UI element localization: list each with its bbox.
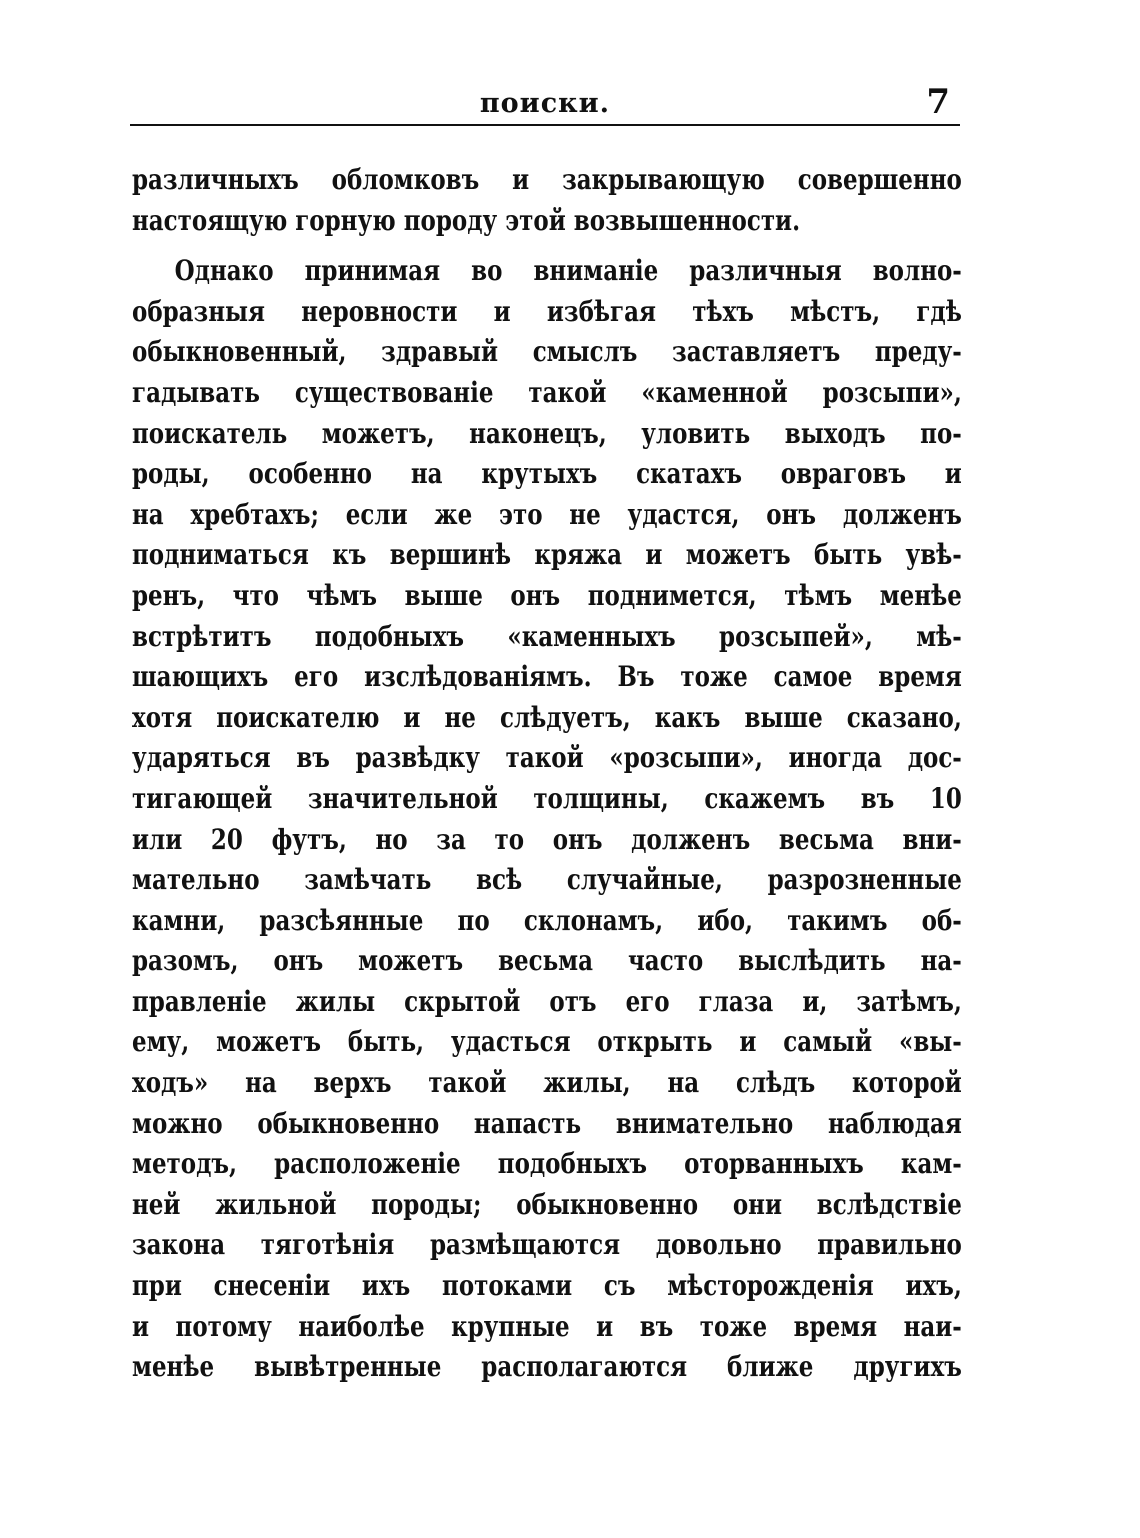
text-line: ходъ» на верхъ такой жилы, на слѣдъ которой — [132, 1066, 962, 1100]
text-line: менѣе вывѣтренные располагаются ближе другихъ — [132, 1350, 962, 1384]
text-line: и потому наиболѣе крупные и въ тоже время наи- — [132, 1309, 962, 1343]
text-line: Однако принимая во вниманіе различныя волно- — [174, 254, 962, 288]
text-line: ней жильной породы; обыкновенно они вслѣдствіе — [132, 1187, 962, 1221]
text-line: хотя поискателю и не слѣдуетъ, какъ выше сказано, — [132, 700, 962, 734]
text-line: гадывать существованіе такой «каменной розсыпи», — [132, 375, 962, 409]
page-number: 7 — [926, 82, 950, 122]
text-line: методъ, расположеніе подобныхъ оторванныхъ кам- — [132, 1147, 962, 1181]
text-line: различныхъ обломковъ и закрывающую совершенно — [132, 163, 962, 196]
text-line: разомъ, онъ можетъ весьма часто выслѣдить на- — [132, 944, 962, 978]
text-line: настоящую горную породу этой возвышенности. — [132, 203, 801, 237]
text-line: обыкновенный, здравый смыслъ заставляетъ преду- — [132, 335, 962, 369]
text-line: камни, разсѣянные по склонамъ, ибо, такимъ об- — [132, 903, 962, 937]
text-line: на хребтахъ; если же это не удастся, онъ долженъ — [132, 497, 962, 531]
text-line: шающихъ его изслѣдованіямъ. Въ тоже самое время — [132, 660, 962, 694]
text-line: роды, особенно на крутыхъ скатахъ овраговъ и — [132, 457, 962, 491]
text-line: ему, можетъ быть, удасться открыть и самый «вы- — [132, 1025, 962, 1059]
page-header — [130, 78, 960, 128]
text-line: закона тяготѣнія размѣщаются довольно правильно — [132, 1228, 962, 1262]
text-line: ударяться въ развѣдку такой «розсыпи», иногда дос- — [132, 741, 962, 775]
text-line: ренъ, что чѣмъ выше онъ поднимется, тѣмъ менѣе — [132, 578, 962, 612]
text-line: можно обыкновенно напасть внимательно наблюдая — [132, 1106, 962, 1140]
text-line: встрѣтитъ подобныхъ «каменныхъ розсыпей», мѣ- — [132, 619, 962, 653]
text-line: при снесеніи ихъ потоками съ мѣсторожденія ихъ, — [132, 1269, 962, 1303]
text-line: поискатель можетъ, наконецъ, уловить выходъ по- — [132, 416, 962, 450]
paragraph-gap — [132, 241, 962, 251]
header-rule — [130, 124, 960, 126]
text-line: тигающей значительной толщины, скажемъ въ 10 — [132, 781, 962, 815]
running-title: поиски. — [479, 88, 611, 119]
body-text — [132, 160, 962, 1388]
text-line: или 20 футъ, но за то онъ долженъ весьма вни- — [132, 822, 962, 856]
text-line: образныя неровности и избѣгая тѣхъ мѣстъ, гдѣ — [132, 294, 962, 328]
text-line: подниматься къ вершинѣ кряжа и можетъ быть увѣ- — [132, 538, 962, 572]
text-line: правленіе жилы скрытой отъ его глаза и, затѣмъ, — [132, 984, 962, 1018]
text-line: мательно замѣчать всѣ случайные, разрозненные — [132, 863, 962, 897]
